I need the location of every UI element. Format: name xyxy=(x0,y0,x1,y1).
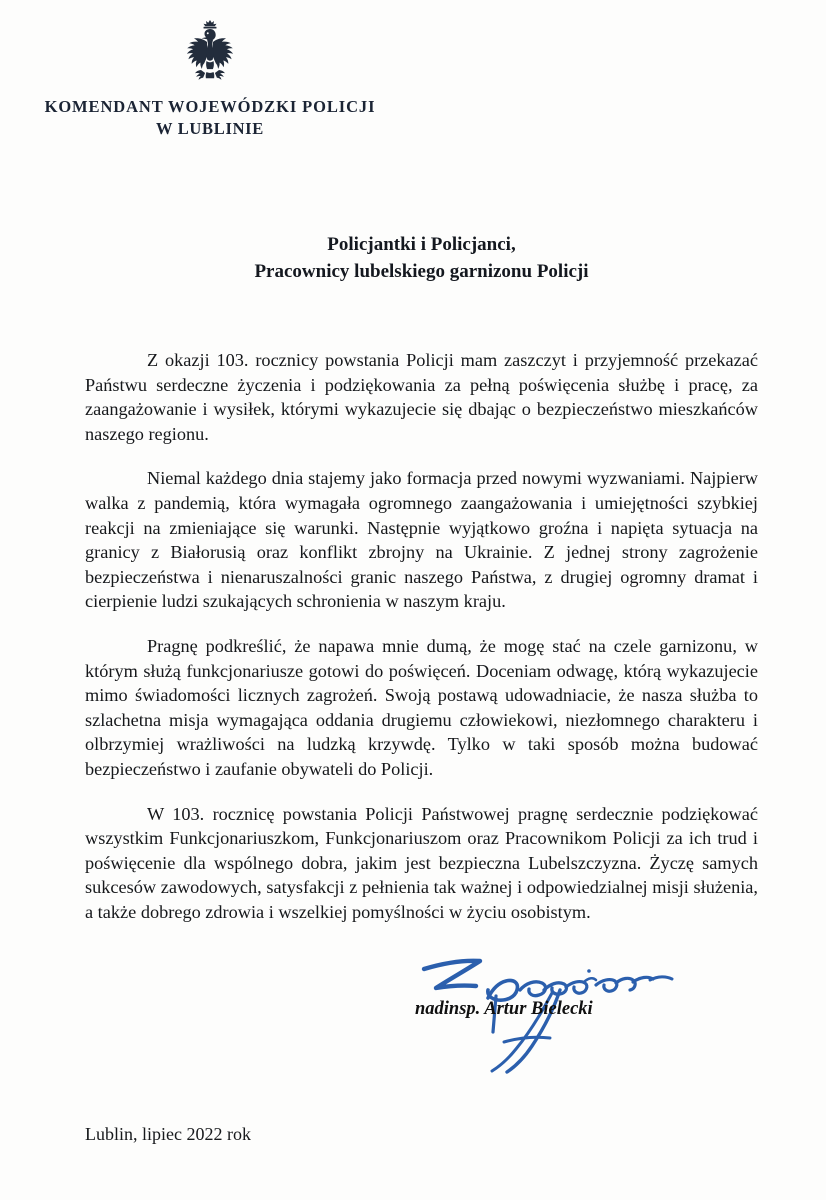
salutation-line-2: Pracownicy lubelskiego garnizonu Policji xyxy=(254,260,589,282)
body-paragraph-3: Pragnę podkreślić, że napawa mnie dumą, że mogę stać na czele garnizonu, w którym służą funkcjonariusze gotowi do poświęceń. Doceniam odwagę, którą wykazujecie mimo świadomości licznych zagrożeń. Swoją postawą udowadniacie, że nasza służba to szlachetna misja wymagająca oddania drugiemu człowiekowi, niezłomnego charakteru i olbrzymiej wrażliwości na ludzką krzywdę. Tylko w taki sposób można budować bezpieczeństwo i zaufanie obywateli do Policji. xyxy=(85,635,758,779)
body-paragraph-4: W 103. rocznicę powstania Policji Państwowej pragnę serdecznie podziękować wszystkim Funkcjonariuszkom, Funkcjonariuszom oraz Pracownikom Policji za ich trud i poświęcenie dla wspólnego dobra, jakim jest bezpieczna Lubelszczyzna. Życzę samych sukcesów zawodowych, satysfakcji z pełnienia tak ważnej i odpowiedzialnej misji służenia, a także dobrego zdrowia i wszelkiej pomyślności w życiu osobistym. xyxy=(85,803,758,922)
body-paragraph-1: Z okazji 103. rocznicy powstania Policji mam zaszczyt i przyjemność przekazać Państwu serdeczne życzenia i podziękowania za pełną poświęcenia służbę i pracę, za zaangażowanie i wysiłek, którymi wykazujecie się dbając o bezpieczeństwo mieszkańców naszego regionu. xyxy=(85,350,758,444)
signature-name: nadinsp. Artur Bielecki xyxy=(415,999,593,1019)
salutation-line-1: Policjantki i Policjanci, xyxy=(327,234,516,255)
body-paragraph-2: Niemal każdego dnia stajemy jako formacja przed nowymi wyzwaniami. Najpierw walka z pandemią, która wymagała ogromnego zaangażowania i umiejętności szybkiej reakcji na zmieniające się warunki. Następnie wyjątkowo groźna i napięta sytuacja na granicy z Białorusią oraz konflikt zbrojny na Ukrainie. Z jednej strony zagrożenie bezpieczeństwa i nienaruszalności granic naszego Państwa, z drugiej ogromny dramat i cierpienie ludzi szukających schronienia w naszym kraju. xyxy=(85,468,758,612)
salutation xyxy=(85,232,758,286)
polish-eagle-emblem xyxy=(179,18,241,90)
letterhead-line-1: KOMENDANT WOJEWÓDZKI POLICJI xyxy=(44,97,376,116)
letterhead-line-2: W LUBLINIE xyxy=(155,119,265,139)
footer-place-date: Lublin, lipiec 2022 rok xyxy=(85,1124,251,1144)
signature-block xyxy=(392,946,692,1076)
letterhead xyxy=(0,18,420,141)
letter-body xyxy=(85,348,758,924)
